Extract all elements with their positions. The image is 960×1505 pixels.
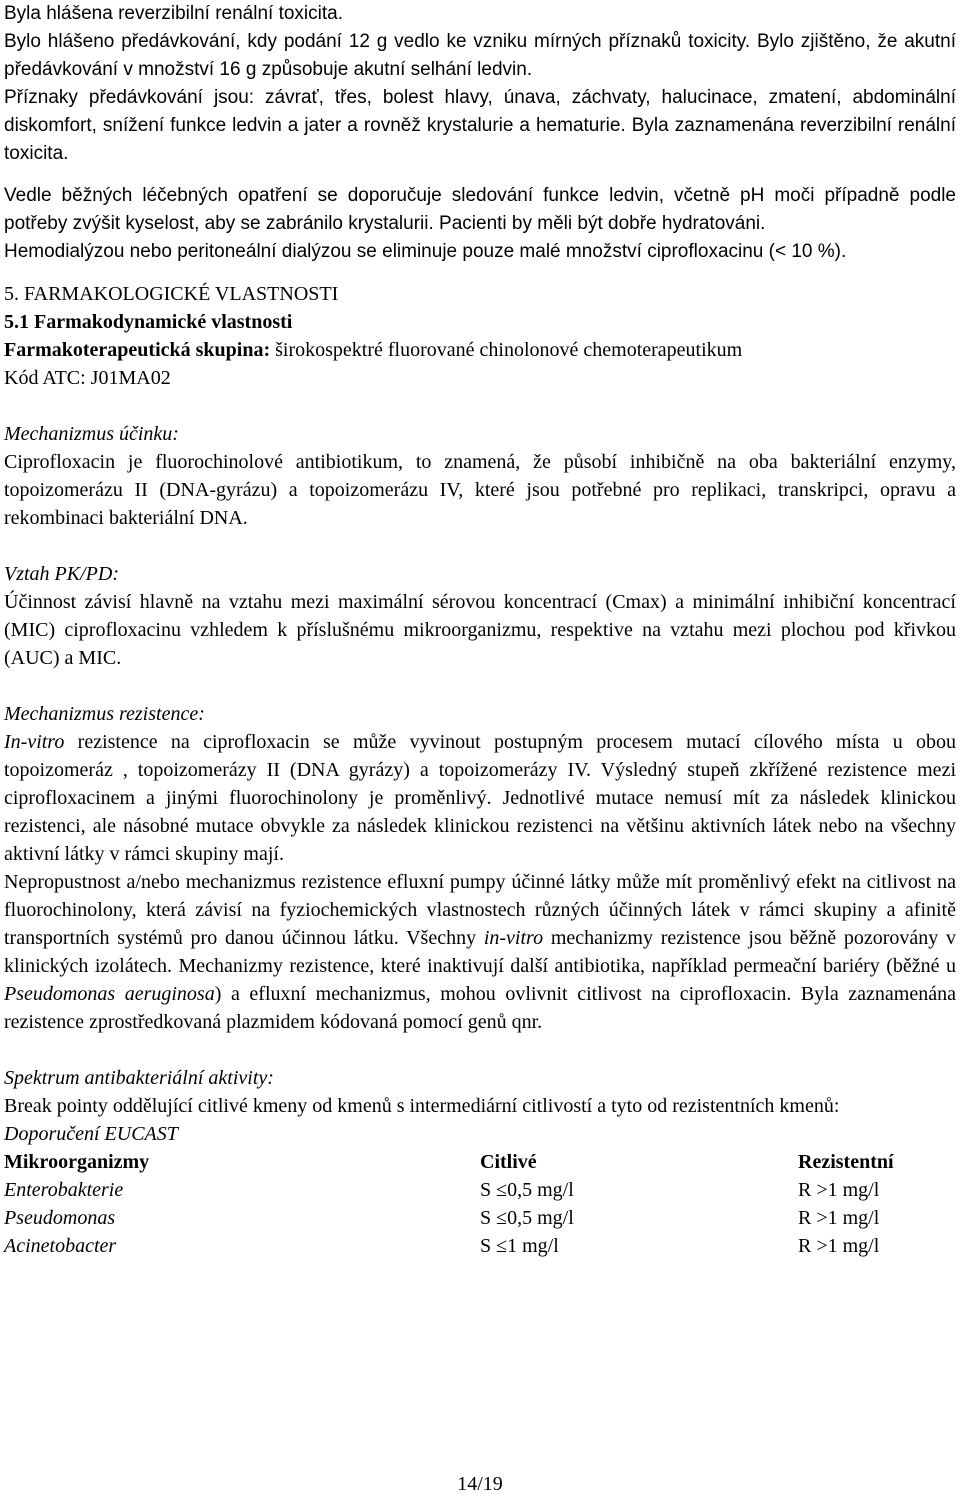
spectrum-text: Break pointy oddělující citlivé kmeny od kmenů s intermediární citlivostí a tyto od rezistentních kmenů: <box>4 1095 840 1117</box>
table-row <box>4 1232 924 1260</box>
table-cell: R >1 mg/l <box>798 1179 880 1201</box>
resistance-heading: Mechanizmus rezistence: <box>4 703 205 725</box>
resistance-p2-text-e: ) a efluxní mechanizmus, mohou ovlivnit citlivost na ciprofloxacin. Byla zaznamenána rezistence zprostředkovaná plazmidem kódovaná pomocí genů qnr. <box>4 983 956 1033</box>
overdose-paragraph-1: Byla hlášena reverzibilní renální toxicita. <box>4 3 344 24</box>
table-header: Citlivé <box>480 1151 537 1173</box>
overdose-paragraph-2: Bylo hlášeno předávkování, kdy podání 12 g vedlo ke vzniku mírných příznaků toxicity. Bylo zjištěno, že akutní předávkování v množství 16 g způsobuje akutní selhání ledvin. <box>4 31 956 80</box>
table-cell: S ≤0,5 mg/l <box>480 1179 574 1201</box>
table-cell: S ≤0,5 mg/l <box>480 1207 574 1229</box>
atc-code: Kód ATC: J01MA02 <box>4 367 171 389</box>
group-label: Farmakoterapeutická skupina: <box>4 339 271 361</box>
pkpd-text: Účinnost závisí hlavně na vztahu mezi maximální sérovou koncentrací (Cmax) a minimální inhibiční koncentrací (MIC) ciprofloxacinu vzhledem k příslušnému mikroorganizmu, respektive na vztahu mezi plochou pod křivkou (AUC) a MIC. <box>4 591 956 669</box>
pseudomonas-term: Pseudomonas aeruginosa <box>4 983 215 1005</box>
table-cell: S ≤1 mg/l <box>480 1235 559 1257</box>
overdose-symptoms-paragraph: Příznaky předávkování jsou: závrať, třes, bolest hlavy, únava, záchvaty, halucinace, zmatení, abdominální diskomfort, snížení funkce ledvin a jater a rovněž krystalurie a hematurie. Byla zaznamenána reverzibilní renální toxicita. <box>4 87 956 164</box>
resistance-p1-text: rezistence na ciprofloxacin se může vyvinout postupným procesem mutací cílového místa u obou topoizomeráz , topoizomerázy II (DNA gyrázy) a topoizomerázy IV. Výsledný stupeň zkřížené rezistence mezi ciprofloxacinem a jinými fluorochinolony je proměnlivý. Jednotlivé mutace nemusí mít za následek klinickou rezistenci, ale násobné mutace obvykle za následek klinickou rezistenci na většinu aktivních látek nebo na všechny aktivní látky v rámci skupiny mají. <box>4 731 956 865</box>
table-cell: Acinetobacter <box>4 1235 117 1257</box>
table-row <box>4 1176 924 1204</box>
breakpoint-table <box>4 1148 924 1260</box>
overdose-treatment-paragraph: Vedle běžných léčebných opatření se doporučuje sledování funkce ledvin, včetně pH moči případně podle potřeby zvýšit kyselost, aby se zabránilo krystalurii. Pacienti by měli být dobře hydratováni. <box>4 185 956 234</box>
in-vitro-term: In-vitro <box>4 731 65 753</box>
resistance-paragraph-1 <box>4 728 956 868</box>
table-header-row <box>4 1148 924 1176</box>
section-5-1-heading: 5.1 Farmakodynamické vlastnosti <box>4 311 293 333</box>
table-cell: Pseudomonas <box>4 1207 116 1229</box>
in-vitro-term-2: in-vitro <box>483 927 544 949</box>
table-header: Mikroorganizmy <box>4 1151 150 1173</box>
table-cell: R >1 mg/l <box>798 1207 880 1229</box>
eucast-label: Doporučení EUCAST <box>4 1123 178 1145</box>
section-5-heading: 5. FARMAKOLOGICKÉ VLASTNOSTI <box>4 283 339 305</box>
table-header: Rezistentní <box>798 1151 894 1173</box>
page-number: 14/19 <box>457 1473 503 1495</box>
hemodialysis-paragraph: Hemodialýzou nebo peritoneální dialýzou se eliminuje pouze malé množství ciprofloxacinu (< 10 %). <box>4 241 847 262</box>
resistance-p2-text-a: Nepropustnost a/nebo mechanizmus rezistence efluxní pumpy účinné látky může mít proměnlivý efekt na citlivost na fluorochinolony, která závisí na fyziochemických vlastnostech různých účinných látek v rámci skupiny a afinitě transportních systémů pro danou účinnou látku. Všechny <box>4 871 956 949</box>
table-cell: Enterobakterie <box>4 1179 124 1201</box>
mechanism-text: Ciprofloxacin je fluorochinolové antibiotikum, to znamená, že působí inhibičně na oba bakteriální enzymy, topoizomerázu II (DNA-gyrázu) a topoizomerázu IV, které jsou potřebné pro replikaci, transkripci, opravu a rekombinaci bakteriální DNA. <box>4 451 956 529</box>
spectrum-heading: Spektrum antibakteriální aktivity: <box>4 1067 274 1089</box>
group-value: širokospektré fluorované chinolonové chemoterapeutikum <box>270 339 743 361</box>
document-body <box>4 0 956 1260</box>
mechanism-heading: Mechanizmus účinku: <box>4 423 179 445</box>
pkpd-heading: Vztah PK/PD: <box>4 563 119 585</box>
resistance-paragraph-2 <box>4 868 956 1036</box>
table-cell: R >1 mg/l <box>798 1235 880 1257</box>
table-row <box>4 1204 924 1232</box>
resistance-p2-text-c: mechanizmy rezistence jsou běžně pozorovány v klinických izolátech. Mechanizmy rezistence, které inaktivují další antibiotika, například permeační bariéry (běžné u <box>4 927 956 977</box>
pharmacotherapeutic-group <box>4 336 956 364</box>
